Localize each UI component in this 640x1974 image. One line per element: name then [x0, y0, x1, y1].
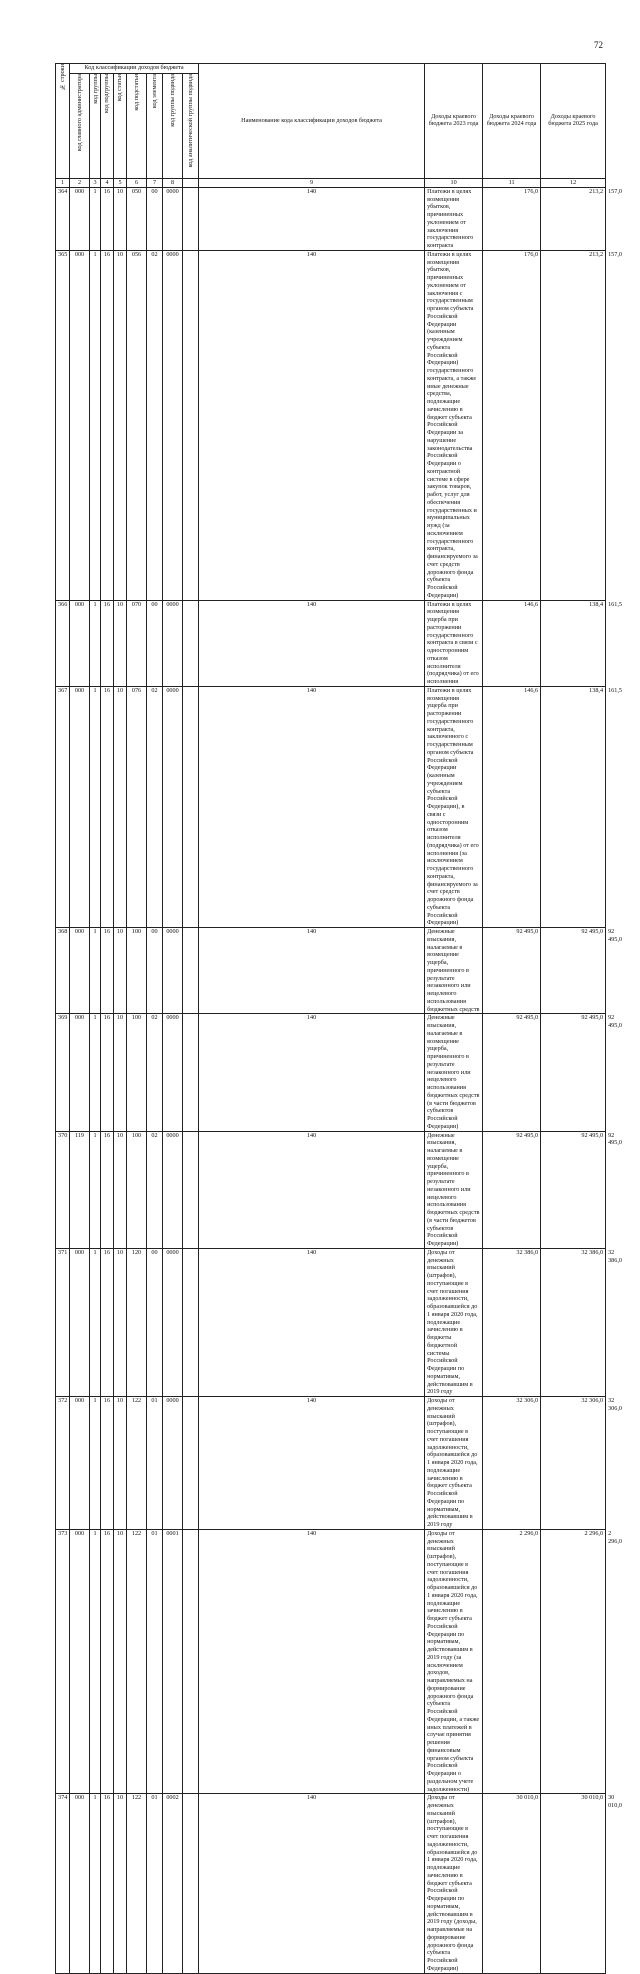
code-element: 01	[147, 1794, 163, 1973]
code-subarticle: 122	[127, 1397, 147, 1530]
code-article: 10	[114, 1397, 127, 1530]
code-group: 1	[90, 1529, 101, 1794]
code-article: 10	[114, 1131, 127, 1248]
code-spacer	[183, 1248, 199, 1396]
income-name: Доходы от денежных взысканий (штрафов), поступающие в счет погашения задолженности, образовавшейся до 1 января 2020 года, подлежащие зачислению в бюджет субъекта Российской Федерации по нормативам, действовавшим в 2019 году (за исключением доходов, направляемых на формирование дорожного фонда субъекта Российской Федерации, а также иных платежей в случае принятия решения финансовым органом субъекта Российской Федерации о раздельном учете задолженности)	[425, 1529, 483, 1794]
income-2023-value: 146,6	[483, 686, 541, 927]
code-spacer	[183, 1397, 199, 1530]
code-subarticle: 100	[127, 1014, 147, 1131]
code-element: 02	[147, 1131, 163, 1248]
code-article: 10	[114, 600, 127, 686]
column-number: 12	[541, 179, 606, 188]
table-row: 364 000 1 16 10 050 00 0000 140 Платежи в целях возмещения убытков, причиненных уклонением от заключения государственного контракта 176,0 213,2 157,0	[56, 187, 606, 250]
code-subgroup: 16	[101, 1794, 114, 1973]
income-2024-value: 2 296,0	[541, 1529, 606, 1794]
header-name: Наименование кода классификации доходов бюджета	[199, 64, 425, 179]
income-name: Денежные взыскания, налагаемые в возмещение ущерба, причиненного в результате незаконного или нецелевого использования бюджетных средств (в части бюджетов субъектов Российской Федерации)	[425, 1014, 483, 1131]
code-analytic-group: 140	[199, 1529, 425, 1794]
row-number: 373	[56, 1529, 70, 1794]
code-spacer	[183, 250, 199, 600]
code-article: 10	[114, 1794, 127, 1973]
code-group: 1	[90, 1131, 101, 1248]
code-analytic-group: 140	[199, 1014, 425, 1131]
header-code-group: Код классификации доходов бюджета	[70, 64, 199, 74]
code-element: 00	[147, 928, 163, 1014]
code-subgroup: 16	[101, 1014, 114, 1131]
code-subtype-group: 0000	[163, 1248, 183, 1396]
code-group: 1	[90, 250, 101, 600]
code-element: 01	[147, 1397, 163, 1530]
code-subgroup: 16	[101, 187, 114, 250]
column-number-row	[56, 179, 606, 188]
code-admin: 000	[70, 928, 90, 1014]
row-number: 371	[56, 1248, 70, 1396]
code-subarticle: 100	[127, 928, 147, 1014]
code-subtype-group: 0000	[163, 250, 183, 600]
code-subarticle: 122	[127, 1529, 147, 1794]
column-number: 2	[70, 179, 90, 188]
code-subtype-group: 0000	[163, 686, 183, 927]
code-subarticle: 122	[127, 1794, 147, 1973]
code-subgroup: 16	[101, 1248, 114, 1396]
income-2023-value: 92 495,0	[483, 1131, 541, 1248]
row-number: 372	[56, 1397, 70, 1530]
code-element: 00	[147, 600, 163, 686]
table-row: 368 000 1 16 10 100 00 0000 140 Денежные взыскания, налагаемые в возмещение ущерба, причиненного в результате незаконного или нецелевого использования бюджетных средств 92 495,0 92 495,0 92 495,0	[56, 928, 606, 1014]
income-2024-value: 138,4	[541, 686, 606, 927]
column-number	[183, 179, 199, 188]
table-row: 365 000 1 16 10 056 02 0000 140 Платежи в целях возмещения убытков, причиненных уклонением от заключения с государственным органом субъекта Российской Федерации (казенным учреждением субъекта Российской Федерации) государственного контракта, а также иные денежные средства, подлежащие зачислению в бюджет субъекта Российской Федерации за нарушение законодательства Российской Федерации о контрактной системе в сфере закупок товаров, работ, услуг для обеспечения государственных и муниципальных нужд (за исключением государственного контракта, финансируемого за счет средств дорожного фонда субъекта Российской Федерации) 176,0 213,2 157,0	[56, 250, 606, 600]
code-subarticle: 120	[127, 1248, 147, 1396]
income-2024-value: 32 306,0	[541, 1397, 606, 1530]
code-article: 10	[114, 1014, 127, 1131]
income-name: Платежи в целях возмещения ущерба при расторжении государственного контракта, заключенного с государственным органом субъекта Российской Федерации (казенным учреждением субъекта Российской Федерации), в связи с односторонним отказом исполнителя (подрядчика) от его исполнения (за исключением государственного контракта, финансируемого за счет средств дорожного фонда субъекта Российской Федерации)	[425, 686, 483, 927]
code-subtype-group: 0000	[163, 187, 183, 250]
income-2023-value: 92 495,0	[483, 928, 541, 1014]
code-article: 10	[114, 250, 127, 600]
code-article: 10	[114, 928, 127, 1014]
table-row: 372 000 1 16 10 122 01 0000 140 Доходы от денежных взысканий (штрафов), поступающие в счет погашения задолженности, образовавшейся до 1 января 2020 года, подлежащие зачислению в бюджет субъекта Российской Федерации по нормативам, действовавшим в 2019 году 32 306,0 32 306,0 32 306,0	[56, 1397, 606, 1530]
column-number: 5	[114, 179, 127, 188]
income-2023-value: 2 296,0	[483, 1529, 541, 1794]
code-analytic-group: 140	[199, 250, 425, 600]
code-group: 1	[90, 686, 101, 927]
code-subarticle: 056	[127, 250, 147, 600]
code-admin: 000	[70, 1397, 90, 1530]
table-row: 373 000 1 16 10 122 01 0001 140 Доходы от денежных взысканий (штрафов), поступающие в счет погашения задолженности, образовавшейся до 1 января 2020 года, подлежащие зачислению в бюджет субъекта Российской Федерации по нормативам, действовавшим в 2019 году (за исключением доходов, направляемых на формирование дорожного фонда субъекта Российской Федерации, а также иных платежей в случае принятия решения финансовым органом субъекта Российской Федерации о раздельном учете задолженности) 2 296,0 2 296,0 2 296,0	[56, 1529, 606, 1794]
income-2024-value: 32 386,0	[541, 1248, 606, 1396]
header-code-subarticle: код подстатьи	[127, 74, 147, 179]
code-analytic-group: 140	[199, 1397, 425, 1530]
code-group: 1	[90, 1397, 101, 1530]
code-admin: 000	[70, 187, 90, 250]
income-name: Платежи в целях возмещения ущерба при расторжении государственного контракта в связи с односторонним отказом исполнителя (подрядчика) от его исполнения	[425, 600, 483, 686]
income-2023-value: 32 386,0	[483, 1248, 541, 1396]
code-spacer	[183, 1131, 199, 1248]
column-number: 8	[163, 179, 183, 188]
code-subarticle: 070	[127, 600, 147, 686]
header-income-2023: Доходы краевого бюджета 2023 года	[425, 64, 483, 179]
column-number: 1	[56, 179, 70, 188]
code-article: 10	[114, 187, 127, 250]
table-row: 367 000 1 16 10 076 02 0000 140 Платежи в целях возмещения ущерба при расторжении государственного контракта, заключенного с государственным органом субъекта Российской Федерации (казенным учреждением субъекта Российской Федерации), в связи с односторонним отказом исполнителя (подрядчика) от его исполнения (за исключением государственного контракта, финансируемого за счет средств дорожного фонда субъекта Российской Федерации) 146,6 138,4 161,5	[56, 686, 606, 927]
column-number: 10	[425, 179, 483, 188]
column-number: 7	[147, 179, 163, 188]
code-spacer	[183, 1014, 199, 1131]
code-admin: 000	[70, 1014, 90, 1131]
column-number: 6	[127, 179, 147, 188]
code-element: 02	[147, 250, 163, 600]
code-admin: 000	[70, 600, 90, 686]
budget-income-table	[55, 63, 622, 1974]
income-2023-value: 30 010,0	[483, 1794, 541, 1973]
table-row: 374 000 1 16 10 122 01 0002 140 Доходы от денежных взысканий (штрафов), поступающие в счет погашения задолженности, образовавшейся до 1 января 2020 года, подлежащие зачислению в бюджет субъекта Российской Федерации по нормативам, действовавшим в 2019 году (доходы, направляемые на формирование дорожного фонда субъекта Российской Федерации) 30 010,0 30 010,0 30 010,0	[56, 1794, 606, 1973]
income-2024-value: 213,2	[541, 250, 606, 600]
row-number: 364	[56, 187, 70, 250]
income-name: Доходы от денежных взысканий (штрафов), поступающие в счет погашения задолженности, образовавшейся до 1 января 2020 года, подлежащие зачислению в бюджеты бюджетной системы Российской Федерации по нормативам, действовавшим в 2019 году	[425, 1248, 483, 1396]
code-subgroup: 16	[101, 600, 114, 686]
income-2023-value: 32 306,0	[483, 1397, 541, 1530]
income-name: Доходы от денежных взысканий (штрафов), поступающие в счет погашения задолженности, образовавшейся до 1 января 2020 года, подлежащие зачислению в бюджет субъекта Российской Федерации по нормативам, действовавшим в 2019 году	[425, 1397, 483, 1530]
code-article: 10	[114, 1529, 127, 1794]
code-subgroup: 16	[101, 1131, 114, 1248]
code-admin: 000	[70, 1529, 90, 1794]
code-subgroup: 16	[101, 1397, 114, 1530]
code-analytic-group: 140	[199, 187, 425, 250]
table-row: 370 119 1 16 10 100 02 0000 140 Денежные взыскания, налагаемые в возмещение ущерба, причиненного в результате незаконного или нецелевого использования бюджетных средств (в части бюджетов субъектов Российской Федерации) 92 495,0 92 495,0 92 495,0	[56, 1131, 606, 1248]
header-income-2024: Доходы краевого бюджета 2024 года	[483, 64, 541, 179]
code-admin: 000	[70, 250, 90, 600]
income-name: Денежные взыскания, налагаемые в возмещение ущерба, причиненного в результате незаконного или нецелевого использования бюджетных средств (в части бюджетов субъектов Российской Федерации)	[425, 1131, 483, 1248]
row-number: 366	[56, 600, 70, 686]
code-subgroup: 16	[101, 1529, 114, 1794]
code-group: 1	[90, 187, 101, 250]
code-admin: 000	[70, 1794, 90, 1973]
column-number: 11	[483, 179, 541, 188]
header-code-subtype-group: код группы подвида	[163, 74, 183, 179]
header-code-admin: код главного администратора	[70, 74, 90, 179]
code-spacer	[183, 928, 199, 1014]
code-spacer	[183, 1794, 199, 1973]
code-group: 1	[90, 1794, 101, 1973]
income-2024-value: 138,4	[541, 600, 606, 686]
code-group: 1	[90, 928, 101, 1014]
code-subtype-group: 0000	[163, 1397, 183, 1530]
code-spacer	[183, 187, 199, 250]
code-subgroup: 16	[101, 686, 114, 927]
code-element: 02	[147, 1014, 163, 1131]
income-2023-value: 176,0	[483, 250, 541, 600]
code-subtype-group: 0002	[163, 1794, 183, 1973]
income-2024-value: 213,2	[541, 187, 606, 250]
column-number: 3	[90, 179, 101, 188]
header-code-element: код элемента	[147, 74, 163, 179]
row-number: 365	[56, 250, 70, 600]
code-analytic-group: 140	[199, 1248, 425, 1396]
table-row: 366 000 1 16 10 070 00 0000 140 Платежи в целях возмещения ущерба при расторжении государственного контракта в связи с односторонним отказом исполнителя (подрядчика) от его исполнения 146,6 138,4 161,5	[56, 600, 606, 686]
code-analytic-group: 140	[199, 1794, 425, 1973]
code-subarticle: 050	[127, 187, 147, 250]
code-element: 02	[147, 686, 163, 927]
code-article: 10	[114, 1248, 127, 1396]
code-group: 1	[90, 1014, 101, 1131]
code-spacer	[183, 600, 199, 686]
table-row: 369 000 1 16 10 100 02 0000 140 Денежные взыскания, налагаемые в возмещение ущерба, причиненного в результате незаконного или нецелевого использования бюджетных средств (в части бюджетов субъектов Российской Федерации) 92 495,0 92 495,0 92 495,0	[56, 1014, 606, 1131]
code-subarticle: 100	[127, 1131, 147, 1248]
code-group: 1	[90, 1248, 101, 1396]
income-name: Платежи в целях возмещения убытков, причиненных уклонением от заключения государственного контракта	[425, 187, 483, 250]
code-subtype-group: 0000	[163, 928, 183, 1014]
code-analytic-group: 140	[199, 686, 425, 927]
row-number: 368	[56, 928, 70, 1014]
code-article: 10	[114, 686, 127, 927]
code-element: 01	[147, 1529, 163, 1794]
code-analytic-group: 140	[199, 928, 425, 1014]
income-2023-value: 92 495,0	[483, 1014, 541, 1131]
header-income-2025: Доходы краевого бюджета 2025 года	[541, 64, 606, 179]
header-row-number: № строки	[56, 64, 70, 179]
header-code-subgroup: код подгруппы	[101, 74, 114, 179]
code-element: 00	[147, 1248, 163, 1396]
row-number: 369	[56, 1014, 70, 1131]
header-code-analytic-group: код аналитической группы подвида	[183, 74, 199, 179]
code-subtype-group: 0001	[163, 1529, 183, 1794]
code-subarticle: 076	[127, 686, 147, 927]
code-subgroup: 16	[101, 250, 114, 600]
income-2023-value: 176,0	[483, 187, 541, 250]
income-name: Доходы от денежных взысканий (штрафов), поступающие в счет погашения задолженности, образовавшейся до 1 января 2020 года, подлежащие зачислению в бюджет субъекта Российской Федерации по нормативам, действовавшим в 2019 году (доходы, направляемые на формирование дорожного фонда субъекта Российской Федерации)	[425, 1794, 483, 1973]
income-name: Платежи в целях возмещения убытков, причиненных уклонением от заключения с государственным органом субъекта Российской Федерации (казенным учреждением субъекта Российской Федерации) государственного контракта, а также иные денежные средства, подлежащие зачислению в бюджет субъекта Российской Федерации за нарушение законодательства Российской Федерации о контрактной системе в сфере закупок товаров, работ, услуг для обеспечения государственных и муниципальных нужд (за исключением государственного контракта, финансируемого за счет средств дорожного фонда субъекта Российской Федерации)	[425, 250, 483, 600]
income-2024-value: 92 495,0	[541, 1131, 606, 1248]
code-analytic-group: 140	[199, 1131, 425, 1248]
code-subgroup: 16	[101, 928, 114, 1014]
table-row: 371 000 1 16 10 120 00 0000 140 Доходы от денежных взысканий (штрафов), поступающие в счет погашения задолженности, образовавшейся до 1 января 2020 года, подлежащие зачислению в бюджеты бюджетной системы Российской Федерации по нормативам, действовавшим в 2019 году 32 386,0 32 386,0 32 386,0	[56, 1248, 606, 1396]
row-number: 367	[56, 686, 70, 927]
code-admin: 000	[70, 686, 90, 927]
income-2024-value: 30 010,0	[541, 1794, 606, 1973]
row-number: 370	[56, 1131, 70, 1248]
code-subtype-group: 0000	[163, 1131, 183, 1248]
code-group: 1	[90, 600, 101, 686]
column-number: 4	[101, 179, 114, 188]
page-number: 72	[594, 40, 603, 50]
code-spacer	[183, 686, 199, 927]
header-code-group-code: код группы	[90, 74, 101, 179]
code-element: 00	[147, 187, 163, 250]
row-number: 374	[56, 1794, 70, 1973]
code-admin: 000	[70, 1248, 90, 1396]
code-analytic-group: 140	[199, 600, 425, 686]
income-2023-value: 146,6	[483, 600, 541, 686]
column-number: 9	[199, 179, 425, 188]
code-admin: 119	[70, 1131, 90, 1248]
income-2024-value: 92 495,0	[541, 1014, 606, 1131]
income-2024-value: 92 495,0	[541, 928, 606, 1014]
income-name: Денежные взыскания, налагаемые в возмещение ущерба, причиненного в результате незаконного или нецелевого использования бюджетных средств	[425, 928, 483, 1014]
code-subtype-group: 0000	[163, 1014, 183, 1131]
code-subtype-group: 0000	[163, 600, 183, 686]
code-spacer	[183, 1529, 199, 1794]
header-code-article: код статьи	[114, 74, 127, 179]
